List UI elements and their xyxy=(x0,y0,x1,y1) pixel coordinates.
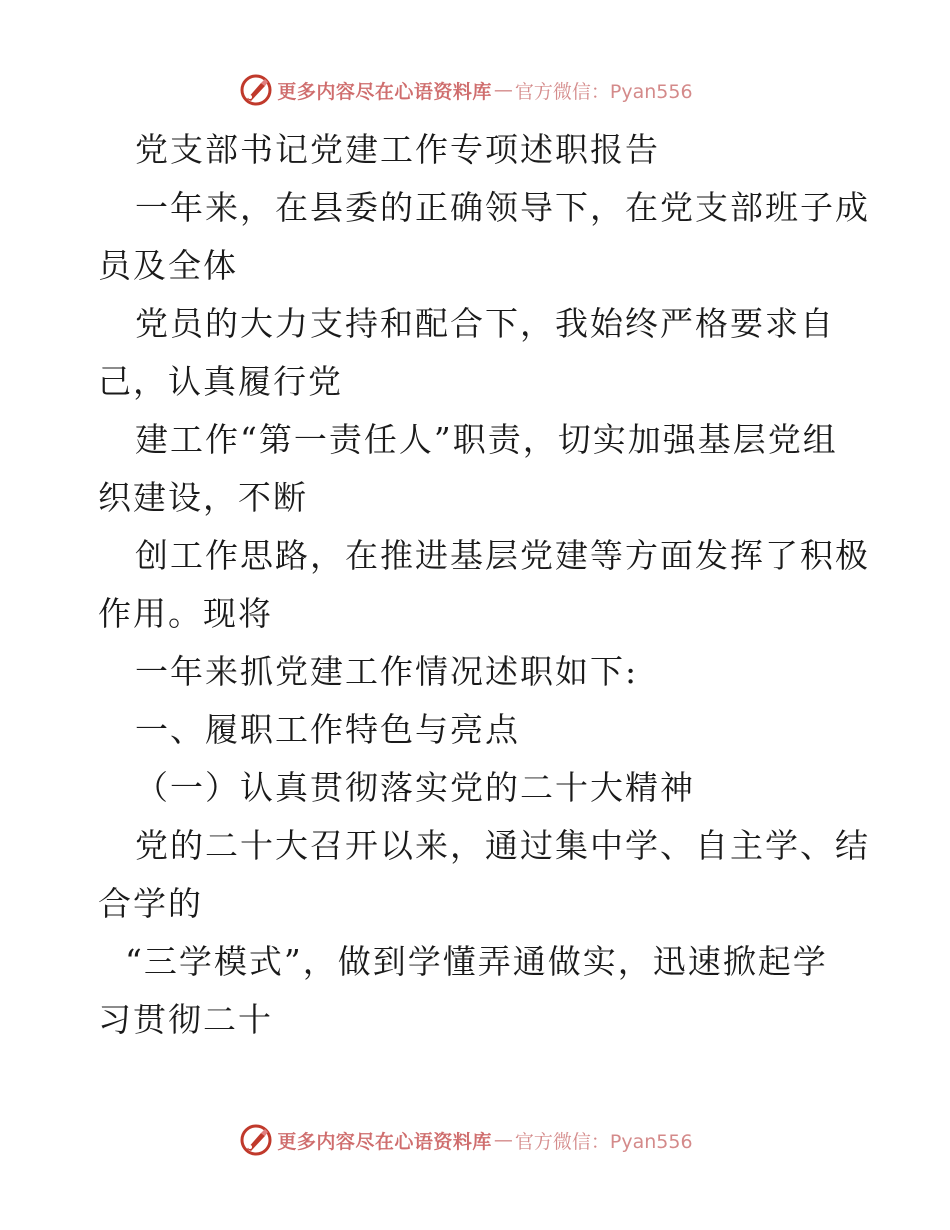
watermark-contact: 官方微信：Pyan556 xyxy=(514,80,693,103)
subsection-heading: （一）认真贯彻落实党的二十大精神 xyxy=(135,768,695,807)
paragraph-line: 一年来抓党建工作情况述职如下: xyxy=(135,652,639,691)
paragraph-line: 织建设，不断 xyxy=(98,478,308,517)
paragraph-line: 作用。现将 xyxy=(98,594,273,633)
section-heading: 一、履职工作特色与亮点 xyxy=(135,710,520,749)
watermark-header xyxy=(0,70,950,110)
paragraph-line: “三学模式”，做到学懂弄通做实，迅速掀起学 xyxy=(125,942,828,981)
paragraph-line: 己，认真履行党 xyxy=(98,362,343,401)
watermark-text: 更多内容尽在心语资料库 xyxy=(277,1130,492,1153)
watermark-separator: — xyxy=(493,1129,513,1151)
watermark-footer xyxy=(0,1120,950,1160)
watermark-separator: — xyxy=(493,79,513,101)
paragraph-line: 建工作“第一责任人”职责，切实加强基层党组 xyxy=(135,420,838,459)
document-body xyxy=(98,121,870,1049)
paragraph-line: 合学的 xyxy=(98,884,203,923)
paragraph-line: 党的二十大召开以来，通过集中学、自主学、结 xyxy=(135,826,870,865)
watermark-text: 更多内容尽在心语资料库 xyxy=(277,80,492,103)
document-title: 党支部书记党建工作专项述职报告 xyxy=(135,130,660,169)
paragraph-line: 党员的大力支持和配合下，我始终严格要求自 xyxy=(135,304,835,343)
watermark-contact: 官方微信：Pyan556 xyxy=(514,1130,693,1153)
paragraph-line: 创工作思路，在推进基层党建等方面发挥了积极 xyxy=(135,536,870,575)
paragraph-line: 习贯彻二十 xyxy=(98,1000,273,1039)
pen-circle-logo-icon xyxy=(239,73,273,107)
paragraph-line: 员及全体 xyxy=(98,246,238,285)
paragraph-line: 一年来，在县委的正确领导下，在党支部班子成 xyxy=(135,188,870,227)
pen-circle-logo-icon xyxy=(239,1123,273,1157)
